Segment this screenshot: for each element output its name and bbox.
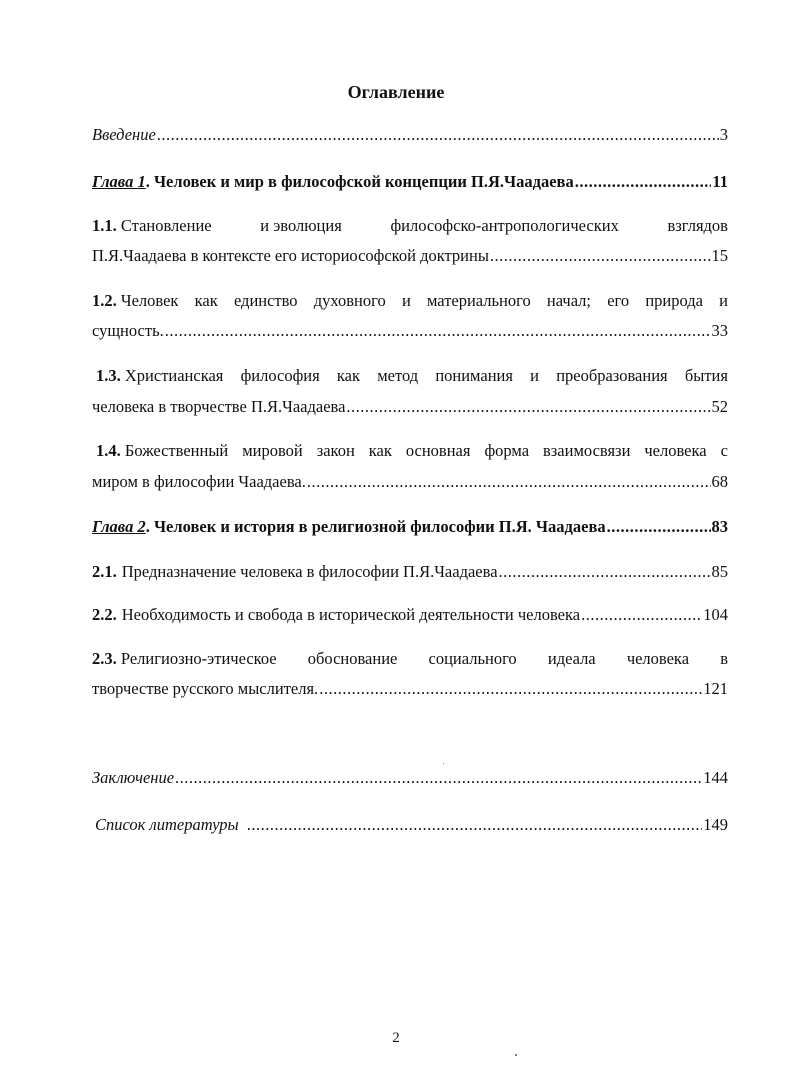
dot-leader [581, 604, 702, 626]
section-word: природа [645, 291, 703, 310]
toc-page-number: 144 [703, 768, 728, 787]
section-word: закон [316, 441, 355, 460]
section-word: взглядов [667, 216, 728, 235]
section-title-cont: творчестве русского мыслителя. [92, 679, 319, 698]
toc-page-number: 149 [703, 815, 728, 834]
section-word: взаимосвязи [543, 441, 631, 460]
toc-page-number: 15 [711, 246, 728, 265]
toc-page-number: 3 [719, 125, 728, 144]
section-word: мировой [242, 441, 303, 460]
toc-entry-chapter1[interactable] [92, 171, 728, 193]
toc-page-number: 121 [703, 679, 728, 698]
section-word: преобразования [556, 366, 668, 385]
section-number: 2.2. [92, 605, 117, 624]
section-word: метод [377, 366, 419, 385]
dot-leader [607, 516, 711, 538]
section-word: бытия [684, 366, 728, 385]
toc-entry-1-3-line2[interactable] [92, 396, 728, 418]
section-word: и [719, 291, 728, 310]
toc-page-number: 85 [711, 562, 728, 581]
section-word: начал; [546, 291, 591, 310]
section-word: материального [426, 291, 531, 310]
section-number: 1.3. [96, 366, 121, 385]
section-title-cont: миром в философии Чаадаева. [92, 472, 306, 491]
toc-page-number: 52 [711, 397, 728, 416]
section-word: социального [428, 649, 517, 668]
toc-entry-1-3-line1[interactable] [96, 365, 728, 387]
section-word: и эволюция [260, 216, 342, 235]
section-word: понимания [435, 366, 513, 385]
scan-speck [443, 763, 444, 764]
toc-entry-1-1-line1[interactable] [92, 215, 728, 237]
chapter-title: . Человек и история в религиозной философии П.Я. Чаадаева [145, 517, 606, 536]
toc-page-number: 68 [711, 472, 728, 491]
section-word: как [194, 291, 218, 310]
dot-leader [346, 396, 710, 418]
section-number: 1.4. [96, 441, 121, 460]
toc-entry-2-1[interactable] [92, 561, 728, 583]
chapter-label: Глава 2 [92, 517, 146, 536]
section-word: духовного [313, 291, 386, 310]
toc-entry-1-4-line1[interactable] [96, 440, 728, 462]
toc-entry-2-3-line2[interactable] [92, 678, 728, 700]
section-word: Божественный [124, 441, 229, 460]
section-title: Необходимость и свобода в исторической деятельности человека [121, 605, 581, 624]
toc-entry-2-3-line1[interactable] [92, 648, 728, 670]
toc-entry-conclusion[interactable] [92, 767, 728, 789]
page-title: Оглавление [347, 82, 445, 102]
section-number: 2.1. [92, 562, 117, 581]
section-word: философско-антропологических [390, 216, 619, 235]
section-word: Становление [120, 216, 212, 235]
toc-page-number: 104 [703, 605, 728, 624]
section-word: идеала [547, 649, 596, 668]
toc-page-number: 83 [711, 517, 728, 536]
section-title-cont: П.Я.Чаадаева в контексте его историософской доктрины [92, 246, 489, 265]
section-word: единство [233, 291, 298, 310]
toc-entry-chapter2[interactable] [92, 516, 728, 538]
section-number: 2.3. [92, 649, 117, 668]
page-number: 2 [392, 1030, 400, 1046]
toc-entry-intro[interactable] [92, 124, 728, 146]
section-word: как [336, 366, 360, 385]
section-word: Христианская [124, 366, 224, 385]
section-word: Религиозно-этическое [120, 649, 277, 668]
dot-leader [157, 124, 719, 146]
chapter-title: . Человек и мир в философской концепции П.Я.Чаадаева [145, 172, 574, 191]
dot-leader [247, 814, 703, 836]
section-word: и [530, 366, 539, 385]
dot-leader [575, 171, 712, 193]
section-title-cont: человека в творчестве П.Я.Чаадаева [92, 397, 346, 416]
scan-speck [515, 1054, 517, 1056]
toc-entry-1-2-line1[interactable] [92, 290, 728, 312]
section-word: форма [484, 441, 530, 460]
dot-leader [319, 678, 702, 700]
section-number: 1.2. [92, 291, 117, 310]
section-title: Предназначение человека в философии П.Я.Чаадаева [121, 562, 498, 581]
toc-entry-1-1-line2[interactable] [92, 245, 728, 267]
toc-page-number: 33 [711, 321, 728, 340]
toc-entry-bibliography[interactable] [95, 814, 728, 836]
dot-leader [307, 471, 711, 493]
chapter-label: Глава 1 [92, 172, 146, 191]
toc-entry-2-2[interactable] [92, 604, 728, 626]
section-word: с [720, 441, 728, 460]
toc-entry-label: Заключение [92, 768, 175, 787]
section-title-cont: сущность. [92, 321, 164, 340]
toc-entry-1-4-line2[interactable] [92, 471, 728, 493]
dot-leader [490, 245, 711, 267]
section-word: человека [644, 441, 707, 460]
toc-entry-label: Список литературы [95, 815, 239, 834]
section-word: человека [626, 649, 690, 668]
section-word: его [607, 291, 630, 310]
section-word: в [720, 649, 728, 668]
section-word: Человек [120, 291, 179, 310]
toc-page-number: 11 [712, 172, 728, 191]
section-word: философия [240, 366, 320, 385]
toc-entry-1-2-line2[interactable] [92, 320, 728, 342]
section-word: основная [405, 441, 471, 460]
dot-leader [165, 320, 711, 342]
section-number: 1.1. [92, 216, 117, 235]
section-word: как [368, 441, 392, 460]
toc-entry-label: Введение [92, 125, 156, 144]
section-word: обоснование [307, 649, 398, 668]
dot-leader [499, 561, 711, 583]
section-word: и [401, 291, 411, 310]
dot-leader [175, 767, 702, 789]
